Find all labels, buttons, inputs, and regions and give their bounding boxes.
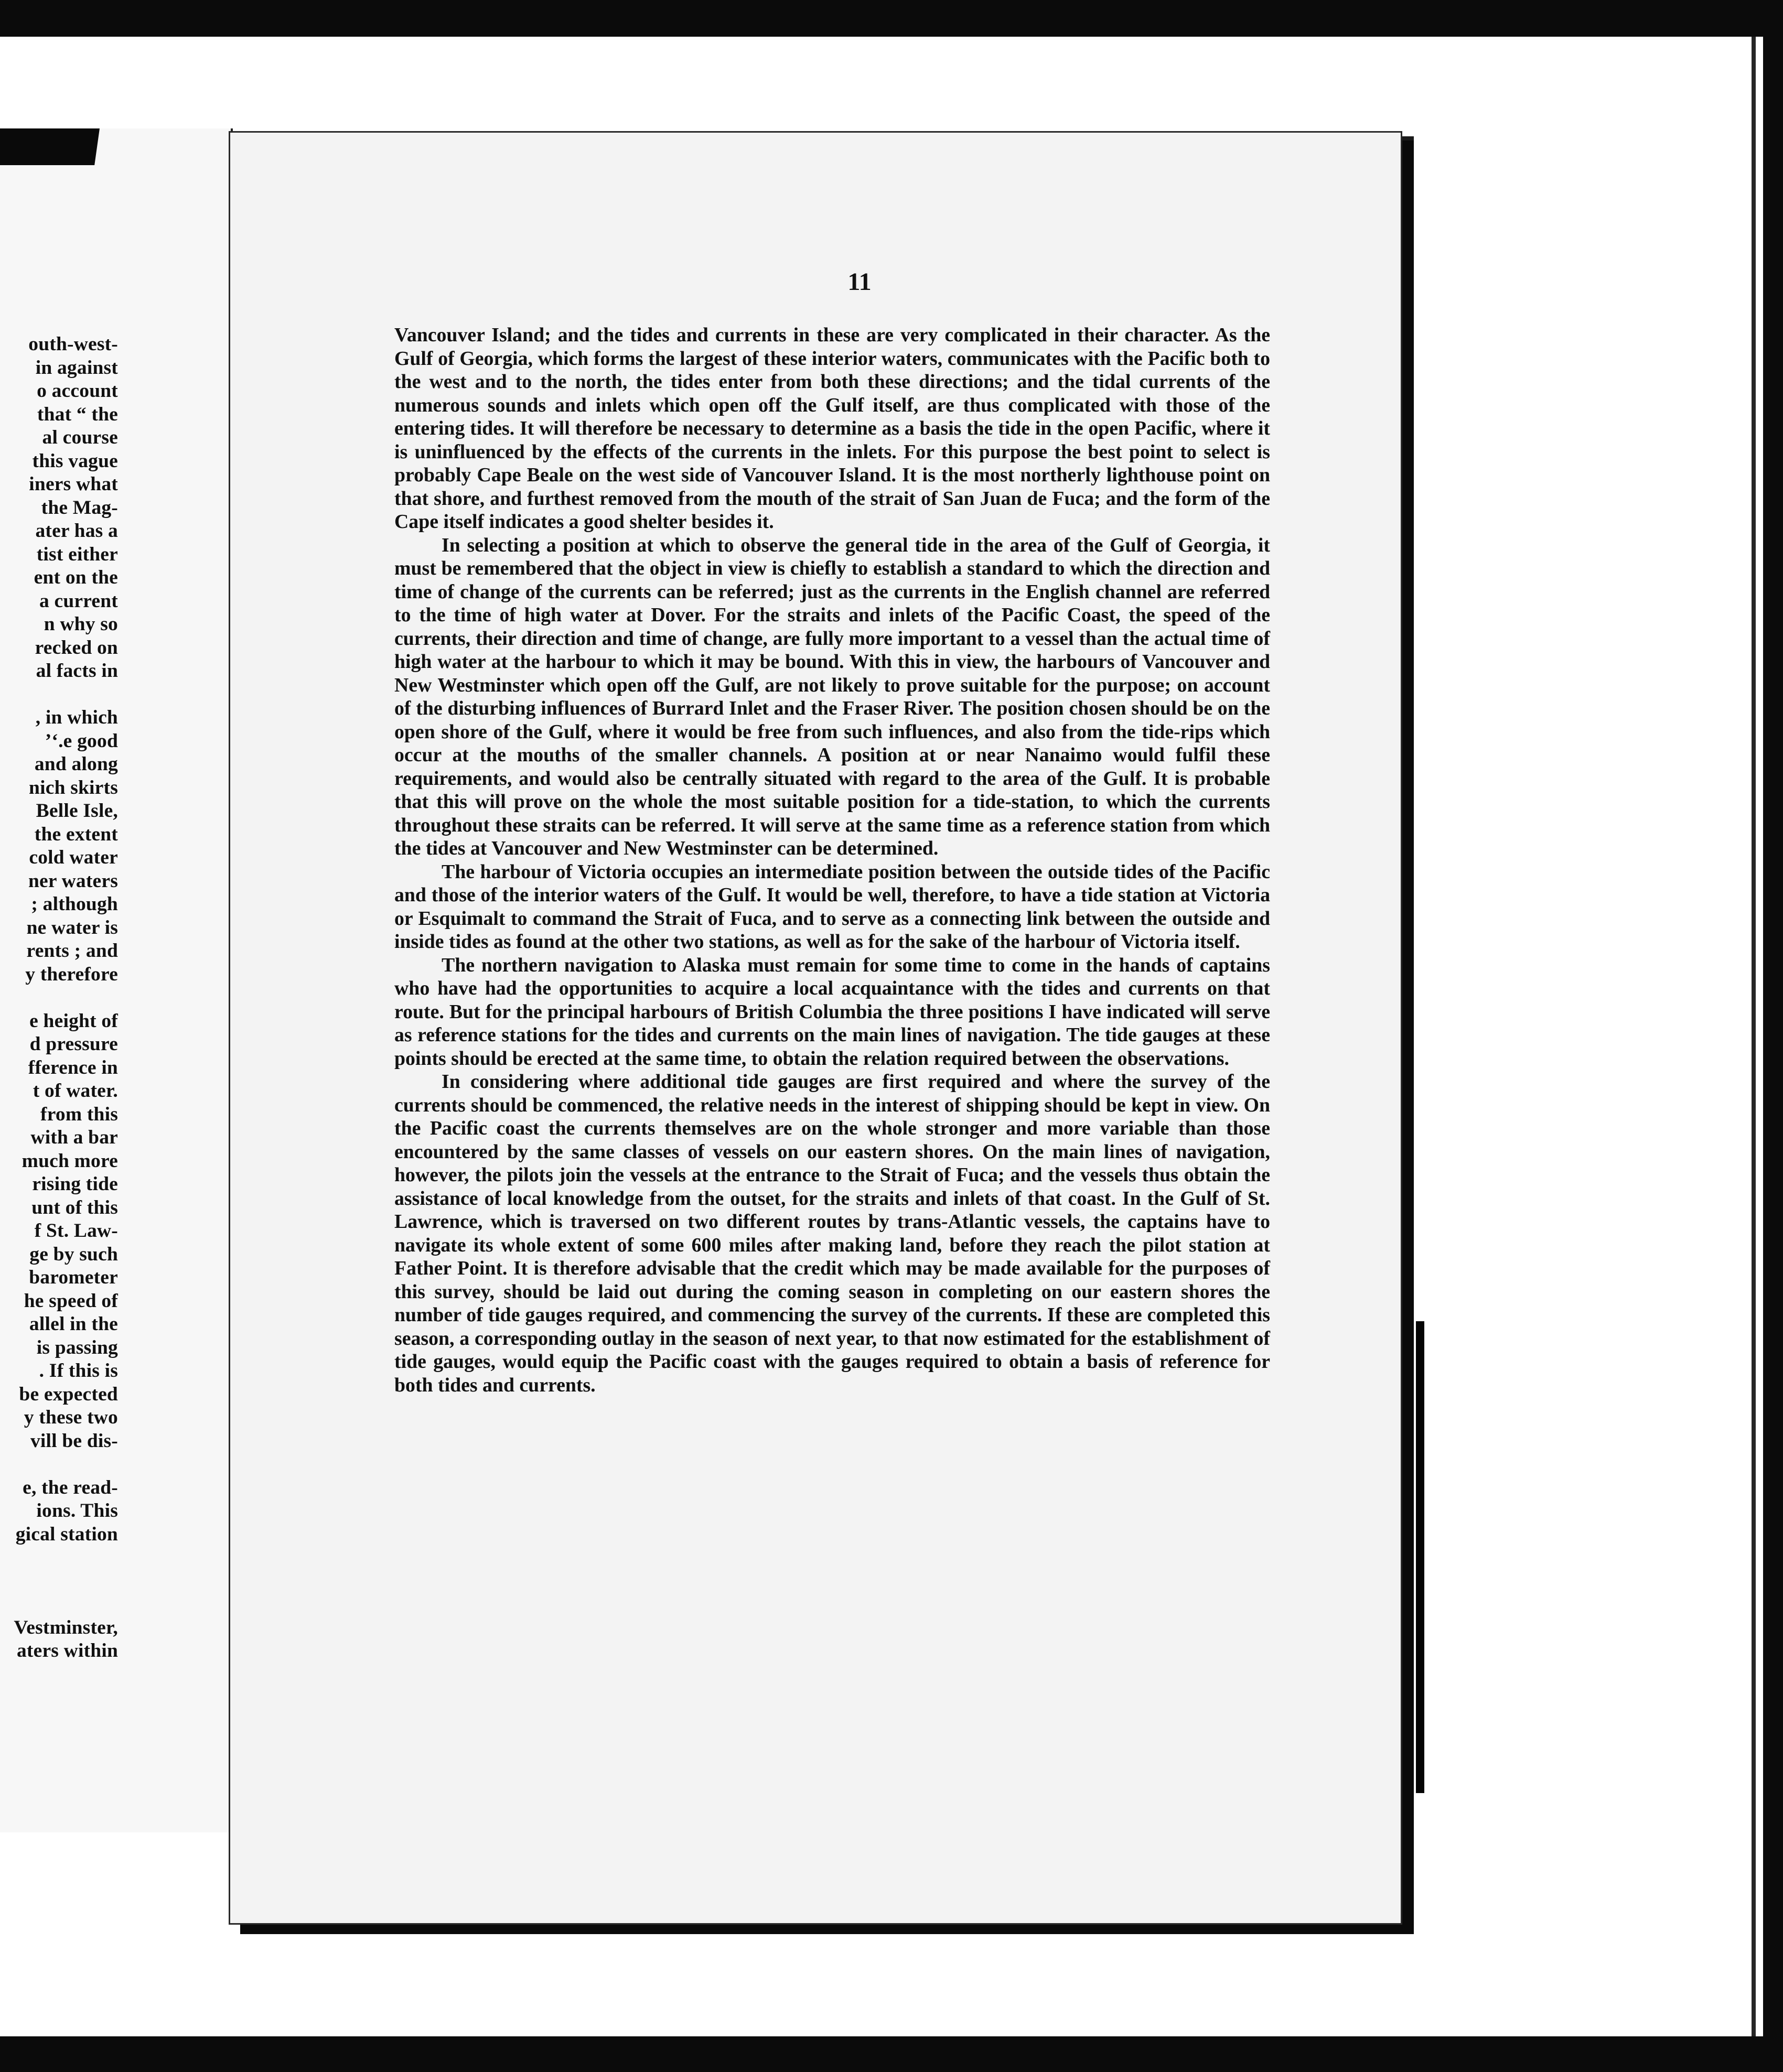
left-column-line: tist either (36, 543, 118, 565)
paragraph: In considering where additional tide gauges are first required and where the survey of the currents should be commenced, the relative needs in the interest of shipping should be kept in view. On the Pacific coast the currents themselves are on the whole stronger and more variable than those encountered by the same classes of vessels on our eastern shores. On the main lines of navigation, however, the pilots join the vessels at the entrance to the Strait of Fuca; and the vessels thus obtain the assistance of local knowledge from the outset, for the straits and inlets of that coast. In the Gulf of St. Lawrence, which is traversed on two different routes by trans-Atlantic vessels, the captains have to navigate its whole extent of some 600 miles after making land, before they reach the pilot station at Father Point. It is therefore advisable that the credit which may be made available for the purposes of this survey, should be laid out during the coming season in completing on our eastern shores the number of tide gauges required, and commencing the survey of the currents. If these are completed this season, a corresponding outlay in the season of next year, to that now estimated for the establishment of tide gauges, would equip the Pacific coast with the gauges required to obtain a basis of reference for both tides and currents. (394, 1071, 1270, 1396)
left-column-line: nich skirts (29, 776, 118, 798)
left-column-line: rising tide (32, 1173, 118, 1195)
left-column-line: aters within (16, 1640, 118, 1661)
left-column-gap (0, 683, 118, 707)
left-column-line: Vestminster, (14, 1616, 118, 1638)
page-number: 11 (847, 268, 872, 296)
left-column-line: y therefore (25, 963, 118, 985)
left-column-line: t of water. (33, 1080, 118, 1102)
paragraph: Vancouver Island; and the tides and currents in these are very complicated in their character. As the Gulf of Georgia, which forms the largest of these interior waters, communicates with the Pacific both to the west and to the north, the tides enter from both these directions; and the tidal currents of the numerous sounds and inlets which open off the Gulf itself, are thus complicated with those of the entering tides. It will therefore be necessary to determine as a basis the tide in the open Pacific, where it is uninfluenced by the effects of the currents in the inlets. For this purpose the best point to select is probably Cape Beale on the west side of Vancouver Island. It is the most northerly lighthouse point on that shore, and furthest removed from the mouth of the strait of San Juan de Fuca; and the form of the Cape itself indicates a good shelter besides it. (394, 324, 1270, 533)
paragraph: In selecting a position at which to observe the general tide in the area of the Gulf of Georgia, it must be remembered that the object in view is chiefly to establish a standard to which the direction and time of change of the currents can be referred; just as the currents in the English channel are referred to the time of high water at Dover. For the straits and inlets of the Pacific Coast, the speed of the currents, their direction and time of change, are fully more important to a vessel than the actual time of high water at the harbour to which it may be bound. With this in view, the harbours of Vancouver and New Westminster which open off the Gulf, are not likely to prove suitable for the purpose; on account of the disturbing influences of Burrard Inlet and the Fraser River. The position chosen should be on the open shore of the Gulf, where it would be free from such influences, and also from the tide-rips which occur at the mouths of the smaller channels. A position at or near Nanaimo would fulfil these requirements, and would also be centrally situated with regard to the area of the Gulf. It is probable that this will prove on the whole the most suitable position for a tide-station, to which the currents throughout these straits can be referred. It will serve at the same time as a reference station from which the tides at Vancouver and New Westminster can be determined. (394, 534, 1270, 859)
left-column-line: f St. Law- (34, 1220, 118, 1242)
left-column-gap (0, 986, 118, 1010)
left-column-line: barometer (29, 1267, 118, 1288)
left-column-line: the Mag- (41, 497, 118, 519)
scan-border-bottom (0, 2036, 1783, 2072)
left-column-line: y these two (24, 1407, 118, 1428)
left-column-line: recked on (35, 636, 118, 659)
left-column-line: with a bar (30, 1127, 118, 1148)
left-column-line: ’‘.e good (45, 730, 118, 752)
left-column-line: much more (22, 1150, 118, 1172)
left-column-line: d pressure (29, 1033, 118, 1055)
left-column-line: vill be dis- (30, 1430, 118, 1452)
left-column-line: rents ; and (26, 940, 118, 962)
left-column-line: Belle Isle, (36, 800, 118, 822)
left-column-line: . If this is (39, 1360, 118, 1382)
left-column-line: that “ the (37, 403, 118, 425)
left-column-line: ne water is (26, 916, 118, 938)
left-column-line: ner waters (28, 870, 118, 892)
left-column-gap (0, 1570, 118, 1593)
left-column-line: gical station (15, 1523, 118, 1545)
scan-border-right-inner (1752, 37, 1756, 2036)
page-edge-shadow-lower (1416, 1321, 1424, 1793)
left-page-dark-tab (0, 128, 100, 165)
left-column-line: al course (42, 427, 118, 448)
left-column-line: the extent (34, 823, 118, 845)
scan-border-right (1763, 0, 1783, 2072)
left-column-line: ; although (31, 893, 118, 915)
left-column-line: n why so (44, 613, 118, 635)
left-column-line: ge by such (29, 1243, 118, 1265)
left-partial-page (0, 128, 233, 1832)
left-column-line: cold water (29, 847, 118, 868)
left-column-line: a current (39, 590, 118, 612)
left-column-line: this vague (32, 450, 118, 472)
left-column-line: outh-west- (28, 333, 118, 355)
left-column-line: ater has a (35, 520, 118, 542)
left-column-line: be expected (19, 1383, 118, 1405)
left-column-line: ent on the (34, 567, 118, 588)
left-column-line: e height of (29, 1010, 118, 1032)
left-column-line: ions. This (36, 1500, 118, 1521)
left-column-line: e, the read- (23, 1476, 118, 1498)
left-column-line: and along (34, 753, 118, 775)
left-column-line: is passing (36, 1336, 118, 1358)
page-body-text (394, 323, 1270, 1397)
left-column-line: o account (37, 380, 118, 402)
scan-border-top (0, 0, 1783, 37)
left-column-line: from this (40, 1103, 118, 1125)
left-column-line: iners what (29, 473, 118, 495)
left-column-gap (0, 1453, 118, 1476)
left-column-line: , in which (35, 707, 118, 728)
left-column-line: allel in the (29, 1313, 118, 1335)
paragraph: The harbour of Victoria occupies an intermediate position between the outside tides of the Pacific and those of the interior waters of the Gulf. It would be well, therefore, to have a tide station at Victoria or Esquimalt to command the Strait of Fuca, and to serve as a connecting link between the outside and inside tides as found at the other two stations, as well as for the sake of the harbour of Victoria itself. (394, 860, 1270, 953)
left-column-line: in against (35, 357, 118, 379)
left-column-gap (0, 1546, 118, 1570)
left-column-line: he speed of (24, 1290, 118, 1312)
paragraph: The northern navigation to Alaska must remain for some time to come in the hands of captains who have had the opportunities to acquire a local acquaintance with the tides and currents on that route. But for the principal harbours of British Columbia the three positions I have indicated will serve as reference stations for the tides and currents on the main lines of navigation. The tide gauges at these points should be erected at the same time, to obtain the relation required between the observations. (394, 954, 1270, 1070)
left-column-line: unt of this (31, 1196, 118, 1218)
left-column-line: fference in (28, 1056, 118, 1078)
left-column-gap (0, 1593, 118, 1616)
left-page-text-column (0, 333, 118, 1663)
left-column-line: al facts in (36, 660, 118, 682)
